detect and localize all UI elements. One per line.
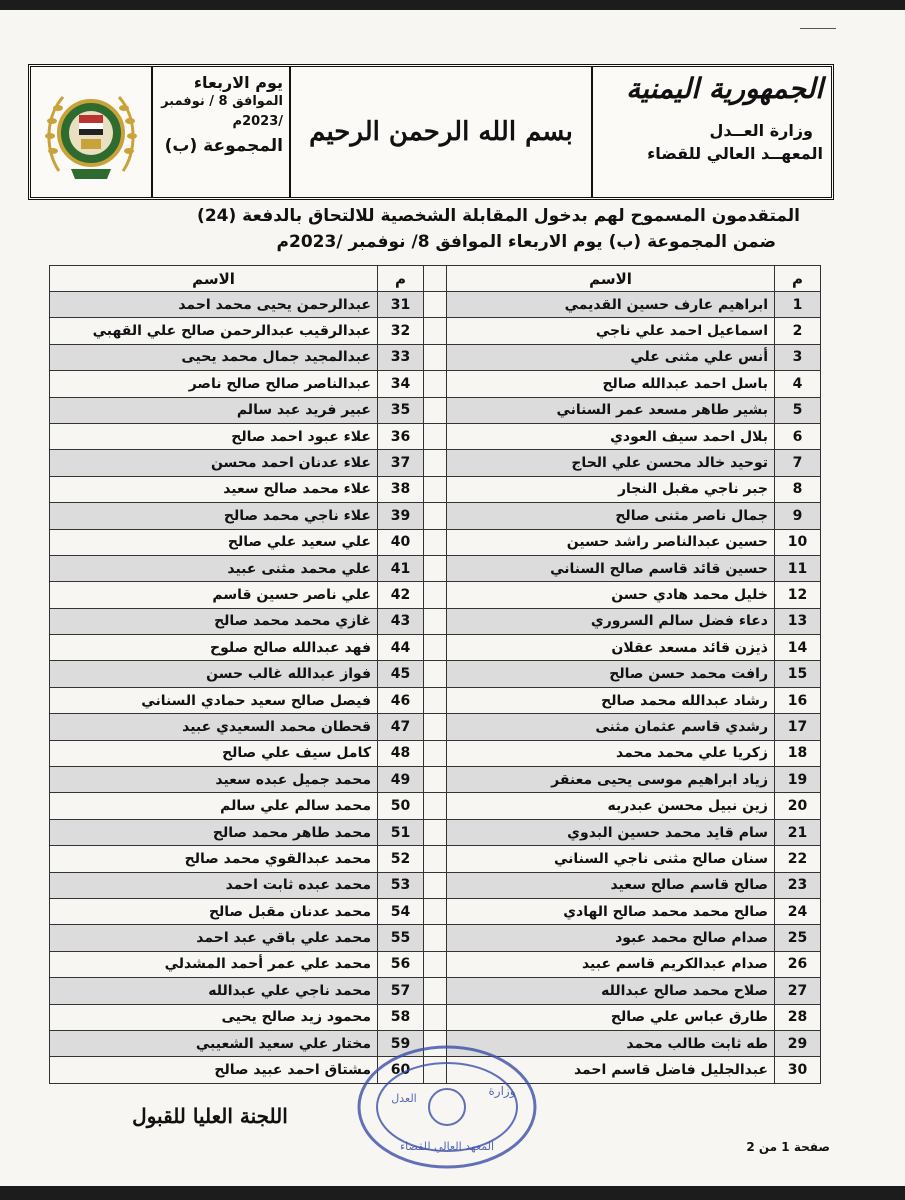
applicant-name: فهد عبدالله صالح صلوح [50,635,378,661]
applicant-name: محمد ناجي علي عبدالله [50,978,378,1004]
letterhead-logo-cell [31,67,151,197]
applicant-name: جبر ناجي مقبل النجار [447,476,775,502]
column-gap [424,898,447,924]
document-subtitle: ضمن المجموعة (ب) يوم الاربعاء الموافق 8/ نوفمبر /2023م [276,232,776,252]
applicant-name: رشاد عبدالله محمد صالح [447,687,775,713]
applicant-name: كامل سيف علي صالح [50,740,378,766]
row-number: 27 [775,978,821,1004]
applicant-name: عبير فريد عبد سالم [50,397,378,423]
column-gap [424,503,447,529]
row-number: 19 [775,767,821,793]
row-number: 8 [775,476,821,502]
stamp-text-bottom: المعهد العالي للقضاء [399,1140,495,1153]
row-number: 21 [775,819,821,845]
applicant-name: سنان صالح مثنى ناجي السناني [447,846,775,872]
column-gap [424,925,447,951]
table-row [50,371,821,397]
corner-mark [800,28,836,29]
applicant-name: خليل محمد هادي حسن [447,582,775,608]
row-number: 17 [775,714,821,740]
table-row [50,898,821,924]
row-number: 22 [775,846,821,872]
applicant-name: زكريا علي محمد محمد [447,740,775,766]
column-gap [424,1004,447,1030]
table-row [50,318,821,344]
row-number: 26 [775,951,821,977]
row-number: 47 [378,714,424,740]
row-number: 13 [775,608,821,634]
stamp-text-middle: العدل [391,1092,417,1105]
column-gap [424,450,447,476]
row-number: 10 [775,529,821,555]
institute-emblem-icon [41,81,141,185]
row-number: 38 [378,476,424,502]
row-number: 3 [775,344,821,370]
row-number: 59 [378,1030,424,1056]
applicant-name: دعاء فضل سالم السروري [447,608,775,634]
table-row [50,423,821,449]
table-row [50,661,821,687]
column-gap [424,344,447,370]
row-number: 31 [378,292,424,318]
table-row [50,450,821,476]
row-number: 25 [775,925,821,951]
applicant-name: علاء عدنان احمد محسن [50,450,378,476]
row-number: 1 [775,292,821,318]
applicant-name: رافت محمد حسن صالح [447,661,775,687]
column-gap [424,793,447,819]
applicant-name: علي سعيد علي صالح [50,529,378,555]
applicant-name: مختار علي سعيد الشعيبي [50,1030,378,1056]
session-date-line1: الموافق 8 / نوفمبر [161,94,283,109]
ministry-name: وزارة العــدل [709,121,813,140]
applicant-name: بلال احمد سيف العودي [447,423,775,449]
row-number: 55 [378,925,424,951]
republic-name: الجمهورية اليمنية [626,72,823,105]
row-number: 39 [378,503,424,529]
row-number: 4 [775,371,821,397]
column-header-number: م [775,266,821,292]
applicant-name: علي محمد مثنى عبيد [50,555,378,581]
applicant-name: محمد علي عمر أحمد المشدلي [50,951,378,977]
row-number: 36 [378,423,424,449]
table-row [50,344,821,370]
row-number: 9 [775,503,821,529]
applicant-name: محمد سالم علي سالم [50,793,378,819]
applicant-name: عبدالرحمن يحيى محمد احمد [50,292,378,318]
applicant-name: صدام عبدالكريم قاسم عبيد [447,951,775,977]
applicant-name: بشير طاهر مسعد عمر السناني [447,397,775,423]
applicant-name: محمود زيد صالح يحيى [50,1004,378,1030]
table-row [50,529,821,555]
row-number: 45 [378,661,424,687]
row-number: 35 [378,397,424,423]
row-number: 54 [378,898,424,924]
applicant-name: توحيد خالد محسن علي الحاج [447,450,775,476]
table-header-row [50,266,821,292]
row-number: 53 [378,872,424,898]
table-row [50,397,821,423]
top-bezel [0,0,905,10]
bottom-bezel [0,1186,905,1200]
column-gap [424,872,447,898]
applicant-name: عبدالجليل فاضل قاسم احمد [447,1057,775,1083]
column-gap [424,608,447,634]
column-gap [424,423,447,449]
column-gap [424,582,447,608]
row-number: 15 [775,661,821,687]
column-header-name: الاسم [447,266,775,292]
organization-cell [591,67,831,197]
table-row [50,608,821,634]
table-row [50,925,821,951]
column-gap [424,292,447,318]
column-gap [424,740,447,766]
table-row [50,687,821,713]
row-number: 18 [775,740,821,766]
row-number: 43 [378,608,424,634]
row-number: 24 [775,898,821,924]
applicant-name: مشتاق احمد عبيد صالح [50,1057,378,1083]
row-number: 56 [378,951,424,977]
applicant-name: محمد طاهر محمد صالح [50,819,378,845]
row-number: 20 [775,793,821,819]
row-number: 11 [775,555,821,581]
column-gap [424,266,447,292]
column-gap [424,819,447,845]
row-number: 46 [378,687,424,713]
table-row [50,582,821,608]
row-number: 51 [378,819,424,845]
column-gap [424,397,447,423]
applicant-name: جمال ناصر مثنى صالح [447,503,775,529]
row-number: 7 [775,450,821,476]
applicant-name: حسين عبدالناصر راشد حسين [447,529,775,555]
row-number: 50 [378,793,424,819]
applicant-name: زياد ابراهيم موسى يحيى معنقر [447,767,775,793]
row-number: 30 [775,1057,821,1083]
table-row [50,819,821,845]
official-stamp-icon [352,1040,542,1174]
row-number: 48 [378,740,424,766]
session-group: المجموعة (ب) [164,136,283,156]
table-row [50,714,821,740]
applicant-name: أنس علي مثنى علي [447,344,775,370]
column-gap [424,714,447,740]
applicants-table [49,265,821,1084]
applicant-name: علاء ناجي محمد صالح [50,503,378,529]
row-number: 44 [378,635,424,661]
applicant-name: عبدالناصر صالح صالح ناصر [50,371,378,397]
applicant-name: باسل احمد عبدالله صالح [447,371,775,397]
session-date-line2: /2023م [232,114,283,129]
applicant-name: علاء عبود احمد صالح [50,423,378,449]
row-number: 14 [775,635,821,661]
applicant-name: عبدالمجيد جمال محمد يحيى [50,344,378,370]
column-gap [424,767,447,793]
table-row [50,793,821,819]
row-number: 2 [775,318,821,344]
row-number: 32 [378,318,424,344]
applicant-name: علاء محمد صالح سعيد [50,476,378,502]
table-row [50,292,821,318]
session-day: يوم الاربعاء [193,73,283,92]
applicant-name: رشدي قاسم عثمان مثنى [447,714,775,740]
applicant-name: محمد عبدالقوي محمد صالح [50,846,378,872]
row-number: 29 [775,1030,821,1056]
applicants-table-body [50,292,821,1084]
row-number: 52 [378,846,424,872]
table-row [50,951,821,977]
table-row [50,846,821,872]
column-gap [424,555,447,581]
basmala-cell [291,67,591,197]
applicant-name: ذيزن قائد مسعد عقلان [447,635,775,661]
basmala: بسم الله الرحمن الرحيم [309,117,573,147]
column-header-number: م [378,266,424,292]
column-gap [424,687,447,713]
applicant-name: ابراهيم عارف حسين القديمي [447,292,775,318]
column-gap [424,846,447,872]
column-gap [424,529,447,555]
column-gap [424,951,447,977]
institute-name: المعهــد العالي للقضاء [647,144,823,163]
applicant-name: صالح محمد محمد صالح الهادي [447,898,775,924]
table-row [50,978,821,1004]
applicant-name: فيصل صالح سعيد حمادي السناني [50,687,378,713]
row-number: 42 [378,582,424,608]
row-number: 5 [775,397,821,423]
applicants-table-wrapper [49,265,821,1087]
stamp-text-top: وزارة [488,1084,516,1098]
applicant-name: فواز عبدالله غالب حسن [50,661,378,687]
row-number: 12 [775,582,821,608]
row-number: 49 [378,767,424,793]
applicant-name: صدام صالح محمد عبود [447,925,775,951]
applicant-name: صالح قاسم صالح سعيد [447,872,775,898]
applicant-name: قحطان محمد السعيدي عبيد [50,714,378,740]
applicant-name: عبدالرقيب عبدالرحمن صالح علي القهبي [50,318,378,344]
column-gap [424,661,447,687]
applicant-name: محمد عبده ثابت احمد [50,872,378,898]
applicant-name: اسماعيل احمد علي ناجي [447,318,775,344]
row-number: 40 [378,529,424,555]
session-date-cell [151,67,291,197]
column-gap [424,476,447,502]
table-row [50,555,821,581]
committee-signature: اللجنة العليا للقبول [132,1104,288,1128]
applicant-name: محمد عدنان مقبل صالح [50,898,378,924]
document-title: المتقدمون المسموح لهم بدخول المقابلة الشخصية للالتحاق بالدفعة (24) [197,206,800,226]
column-gap [424,635,447,661]
applicant-name: محمد علي باقي عبد احمد [50,925,378,951]
column-header-name: الاسم [50,266,378,292]
column-gap [424,371,447,397]
letterhead [28,64,834,200]
row-number: 41 [378,555,424,581]
table-row [50,872,821,898]
applicant-name: غازي محمد محمد صالح [50,608,378,634]
applicant-name: محمد جميل عبده سعيد [50,767,378,793]
table-row [50,767,821,793]
applicant-name: حسين قائد قاسم صالح السناني [447,555,775,581]
applicant-name: سام قايد محمد حسين البدوي [447,819,775,845]
column-gap [424,978,447,1004]
row-number: 28 [775,1004,821,1030]
row-number: 6 [775,423,821,449]
row-number: 34 [378,371,424,397]
table-row [50,503,821,529]
table-row [50,1004,821,1030]
row-number: 16 [775,687,821,713]
column-gap [424,318,447,344]
applicant-name: صلاح محمد صالح عبدالله [447,978,775,1004]
row-number: 60 [378,1057,424,1083]
applicant-name: علي ناصر حسين قاسم [50,582,378,608]
row-number: 58 [378,1004,424,1030]
document-page [0,10,905,1186]
applicant-name: طه ثابت طالب محمد [447,1030,775,1056]
applicant-name: طارق عباس علي صالح [447,1004,775,1030]
page-number: صفحة 1 من 2 [746,1140,830,1154]
table-row [50,476,821,502]
applicant-name: زين نبيل محسن عبدربه [447,793,775,819]
table-row [50,635,821,661]
row-number: 33 [378,344,424,370]
row-number: 23 [775,872,821,898]
table-row [50,740,821,766]
row-number: 57 [378,978,424,1004]
row-number: 37 [378,450,424,476]
